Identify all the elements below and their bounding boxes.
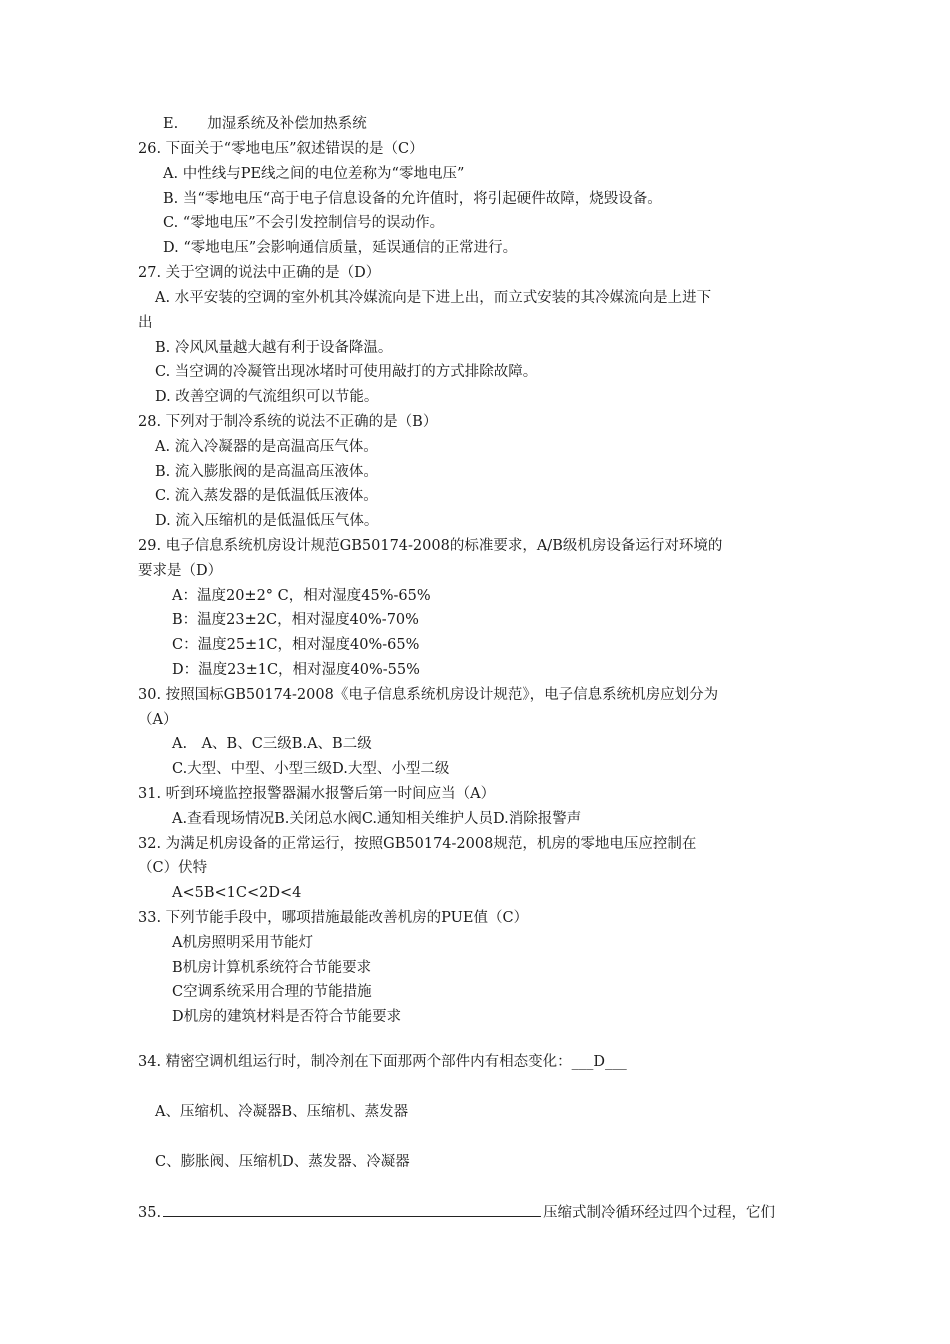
option: C.大型、中型、小型三级D.大型、小型二级 xyxy=(172,761,450,777)
option: D机房的建筑材料是否符合节能要求 xyxy=(172,1009,402,1025)
question-32: 32. 为满足机房设备的正常运行，按照GB50174-2008规范，机房的零地电压应控制在 xyxy=(138,836,697,852)
option: B：温度23±2C，相对湿度40%-70% xyxy=(172,612,419,628)
question-30-continued: （A） xyxy=(138,712,178,728)
question-text: 压缩式制冷循环经过四个过程，它们 xyxy=(543,1205,776,1221)
question-29: 29. 电子信息系统机房设计规范GB50174-2008的标准要求，A/B级机房设备运行对环境的 xyxy=(138,538,723,554)
option: C. 流入蒸发器的是低温低压液体。 xyxy=(155,488,378,504)
option: A.查看现场情况B.关闭总水阀C.通知相关维护人员D.消除报警声 xyxy=(172,811,582,827)
option: A. 水平安装的空调的室外机其冷媒流向是下进上出，而立式安装的其冷媒流向是上进下 xyxy=(155,290,712,306)
question-number: 35. xyxy=(138,1205,162,1221)
option: D：温度23±1C，相对湿度40%-55% xyxy=(172,662,420,678)
option: C、膨胀阀、压缩机D、蒸发器、冷凝器 xyxy=(155,1154,410,1170)
option: A机房照明采用节能灯 xyxy=(172,935,313,951)
question-26: 26. 下面关于“零地电压”叙述错误的是（C） xyxy=(138,141,424,157)
option: A. 流入冷凝器的是高温高压气体。 xyxy=(155,439,378,455)
question-30: 30. 按照国标GB50174-2008《电子信息系统机房设计规范》，电子信息系统机房应划分为 xyxy=(138,687,719,703)
option: B. 流入膨胀阀的是高温高压液体。 xyxy=(155,464,378,480)
question-29-continued: 要求是（D） xyxy=(138,563,223,579)
option: A<5B<1C<2D<4 xyxy=(172,885,302,901)
option: B. 冷风风量越大越有利于设备降温。 xyxy=(155,340,393,356)
question-27: 27. 关于空调的说法中正确的是（D） xyxy=(138,265,381,281)
question-35 xyxy=(138,1201,775,1223)
option: D. 改善空调的气流组织可以节能。 xyxy=(155,389,379,405)
option: D. “零地电压”会影响通信质量，延误通信的正常进行。 xyxy=(163,240,518,256)
option: D. 流入压缩机的是低温低压气体。 xyxy=(155,513,379,529)
option: A. 中性线与PE线之间的电位差称为“零地电压” xyxy=(163,166,465,182)
option: B. 当“零地电压“高于电子信息设备的允许值时，将引起硬件故障，烧毁设备。 xyxy=(163,191,662,207)
option: C：温度25±1C，相对湿度40%-65% xyxy=(172,637,420,653)
option: C空调系统采用合理的节能措施 xyxy=(172,984,372,1000)
option: A. A、B、C三级B.A、B二级 xyxy=(172,736,372,752)
option: B机房计算机系统符合节能要求 xyxy=(172,960,372,976)
question-34: 34. 精密空调机组运行时，制冷剂在下面那两个部件内有相态变化：___D___ xyxy=(138,1054,627,1070)
question-33: 33. 下列节能手段中，哪项措施最能改善机房的PUE值（C） xyxy=(138,910,529,926)
option: C. 当空调的冷凝管出现冰堵时可使用敲打的方式排除故障。 xyxy=(155,364,538,380)
option: A、压缩机、冷凝器B、压缩机、蒸发器 xyxy=(155,1104,409,1120)
line: E. 加湿系统及补偿加热系统 xyxy=(163,116,367,132)
question-28: 28. 下列对于制冷系统的说法不正确的是（B） xyxy=(138,414,438,430)
option: A：温度20±2° C，相对湿度45%-65% xyxy=(172,588,431,604)
option-continued: 出 xyxy=(138,315,153,331)
option: C. “零地电压”不会引发控制信号的误动作。 xyxy=(163,215,445,231)
question-32-continued: （C）伏特 xyxy=(138,860,208,876)
question-31: 31. 听到环境监控报警器漏水报警后第一时间应当（A） xyxy=(138,786,496,802)
fill-in-blank xyxy=(163,1201,541,1217)
